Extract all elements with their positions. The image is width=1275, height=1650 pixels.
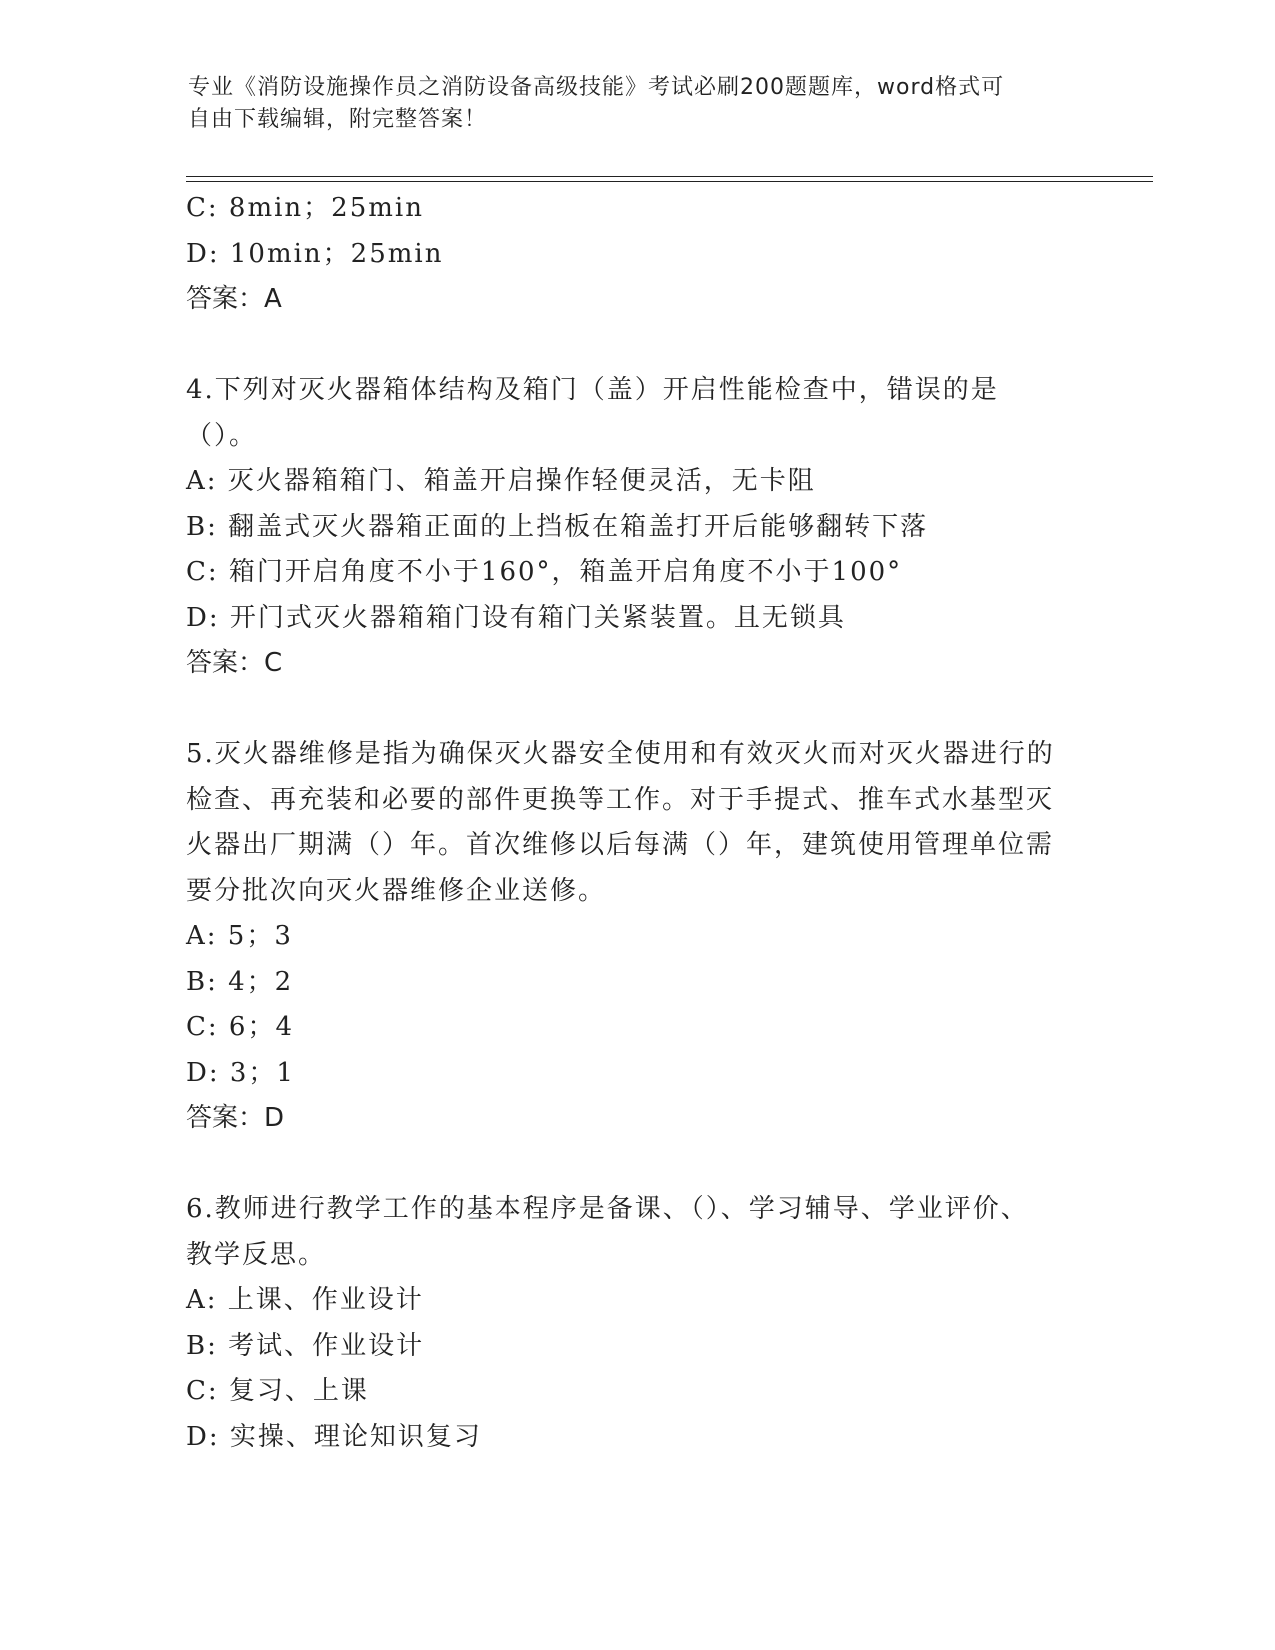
option-b: B: 翻盖式灭火器箱正面的上挡板在箱盖打开后能够翻转下落	[186, 511, 929, 542]
option-c: C: 箱门开启角度不小于160°，箱盖开启角度不小于100°	[186, 557, 903, 587]
question-4	[186, 368, 1056, 687]
spacer	[186, 323, 1056, 369]
question-6	[186, 1187, 1056, 1460]
option-d: D: 3；1	[186, 1057, 295, 1088]
option-a: A: 灭火器箱箱门、箱盖开启操作轻便灵活，无卡阻	[186, 466, 816, 496]
header-divider-top	[186, 176, 1153, 177]
option-b: B: 考试、作业设计	[186, 1330, 425, 1361]
option-d: D: 开门式灭火器箱箱门设有箱门关紧装置。且无锁具	[186, 602, 846, 633]
answer-line: 答案：C	[186, 648, 283, 678]
option-d: D: 10min；25min	[186, 238, 444, 269]
document-header	[188, 72, 1068, 136]
question-stem: 5.灭火器维修是指为确保灭火器安全使用和有效灭火而对灭火器进行的检查、再充装和必要的部件更换等工作。对于手提式、推车式水基型灭火器出厂期满（）年。首次维修以后每满（）年，建筑使用管理单位需要分批次向灭火器维修企业送修。	[186, 739, 1055, 906]
question-5	[186, 732, 1056, 1142]
option-c: C: 8min；25min	[186, 193, 424, 223]
header-line-1: 专业《消防设施操作员之消防设备高级技能》考试必刷200题题库，word格式可	[188, 75, 1005, 100]
question-list	[186, 186, 1056, 1460]
header-divider-bottom	[186, 181, 1153, 182]
header-line-2: 自由下载编辑，附完整答案！	[188, 107, 488, 132]
option-a: A: 5；3	[186, 921, 293, 951]
option-c: C: 6；4	[186, 1012, 295, 1042]
option-b: B: 4；2	[186, 966, 294, 997]
option-c: C: 复习、上课	[186, 1376, 369, 1406]
spacer	[186, 687, 1056, 733]
option-d: D: 实操、理论知识复习	[186, 1421, 482, 1452]
question-stem: 4.下列对灭火器箱体结构及箱门（盖）开启性能检查中，错误的是（）。	[186, 375, 999, 451]
answer-line: 答案：D	[186, 1103, 285, 1133]
option-a: A: 上课、作业设计	[186, 1285, 424, 1315]
answer-line: 答案：A	[186, 284, 282, 314]
spacer	[186, 1142, 1056, 1188]
question-3-tail	[186, 186, 1056, 323]
question-stem: 6.教师进行教学工作的基本程序是备课、（）、学习辅导、学业评价、教学反思。	[186, 1194, 1029, 1270]
